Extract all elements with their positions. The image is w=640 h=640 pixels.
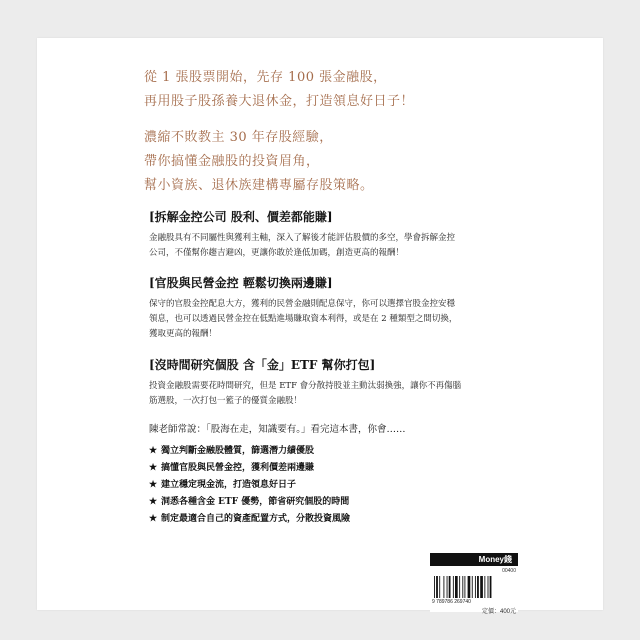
publisher-logo xyxy=(430,553,518,566)
tagline-line: 從 1 張股票開始，先存 100 張金融股， xyxy=(144,70,387,85)
list-item xyxy=(149,443,350,460)
price-label: 定價：400元 xyxy=(481,609,516,615)
tagline-line: 濃縮不敗教主 30 年存股經驗， xyxy=(144,130,333,145)
section-etf xyxy=(149,356,499,409)
section-body-line: 筋選股，一次打包一籃子的優質金融股！ xyxy=(149,396,303,406)
section-body-line: 保守的官股金控配息大方，獲利的民營金融則配息保守，你可以選擇官股金控安穩 xyxy=(149,299,456,309)
section-body xyxy=(149,379,499,409)
star-icon: ★ xyxy=(149,446,158,456)
section-body-line: 投資金融股需要花時間研究，但是 ETF 會分散持股並主動汰弱換強，讓你不再傷腦 xyxy=(149,381,462,391)
tagline-secondary xyxy=(144,126,564,198)
list-item xyxy=(149,460,350,477)
tagline-primary xyxy=(144,66,564,114)
list-item-text: 建立穩定現金流，打造領息好日子 xyxy=(161,480,297,490)
barcode-number: 9 789786 269740 xyxy=(432,599,471,605)
publisher-logo-text: Money錢 xyxy=(478,555,512,564)
benefit-list xyxy=(149,443,350,528)
list-item-text: 洞悉各種含金 ETF 優勢，節省研究個股的時間 xyxy=(161,497,350,507)
book-back-cover xyxy=(37,38,603,615)
list-item xyxy=(149,477,350,494)
intro-quote: 陳老師常說：「股海在走，知識要有。」看完這本書，你會…… xyxy=(149,424,406,435)
star-icon: ★ xyxy=(149,514,158,524)
barcode-code: 00400 xyxy=(502,568,516,574)
section-body-line: 金融股具有不同屬性與獲利主軸，深入了解後才能評估股價的多空，學會拆解金控 xyxy=(149,233,456,243)
star-icon: ★ xyxy=(149,463,158,473)
list-item xyxy=(149,494,350,511)
list-item-text: 搞懂官股與民營金控，獲利價差兩邊賺 xyxy=(161,463,315,473)
section-body-line: 領息，也可以透過民營金控在低點進場賺取資本利得，或是在 2 種類型之間切換， xyxy=(149,314,458,324)
list-item-text: 制定最適合自己的資產配置方式，分散投資風險 xyxy=(161,514,351,524)
tagline-line: 再用股子股孫養大退休金，打造領息好日子！ xyxy=(144,94,415,109)
star-icon: ★ xyxy=(149,480,158,490)
section-body-line: 獲取更高的報酬！ xyxy=(149,329,218,339)
section-body-line: 公司，不僅幫你趨吉避凶，更讓你敢於逢低加碼，創造更高的報酬！ xyxy=(149,248,405,258)
section-body xyxy=(149,297,499,342)
tagline-line: 帶你搞懂金融股的投資眉角， xyxy=(144,154,320,169)
star-icon: ★ xyxy=(149,497,158,507)
list-item-text: 獨立判斷金融股體質，篩選潛力績優股 xyxy=(161,446,315,456)
section-title: [拆解金控公司 股利、價差都能賺] xyxy=(149,210,333,224)
section-financial-holding xyxy=(149,208,499,261)
barcode-box xyxy=(430,568,518,615)
barcode-bars xyxy=(434,576,514,598)
section-government-private xyxy=(149,274,499,342)
section-title: [官股與民營金控 輕鬆切換兩邊賺] xyxy=(149,276,333,290)
tagline-line: 幫小資族、退休族建構專屬存股策略。 xyxy=(144,178,374,193)
section-body xyxy=(149,231,499,261)
section-title: [沒時間研究個股 含「金」ETF 幫你打包] xyxy=(149,358,376,372)
list-item xyxy=(149,511,350,528)
